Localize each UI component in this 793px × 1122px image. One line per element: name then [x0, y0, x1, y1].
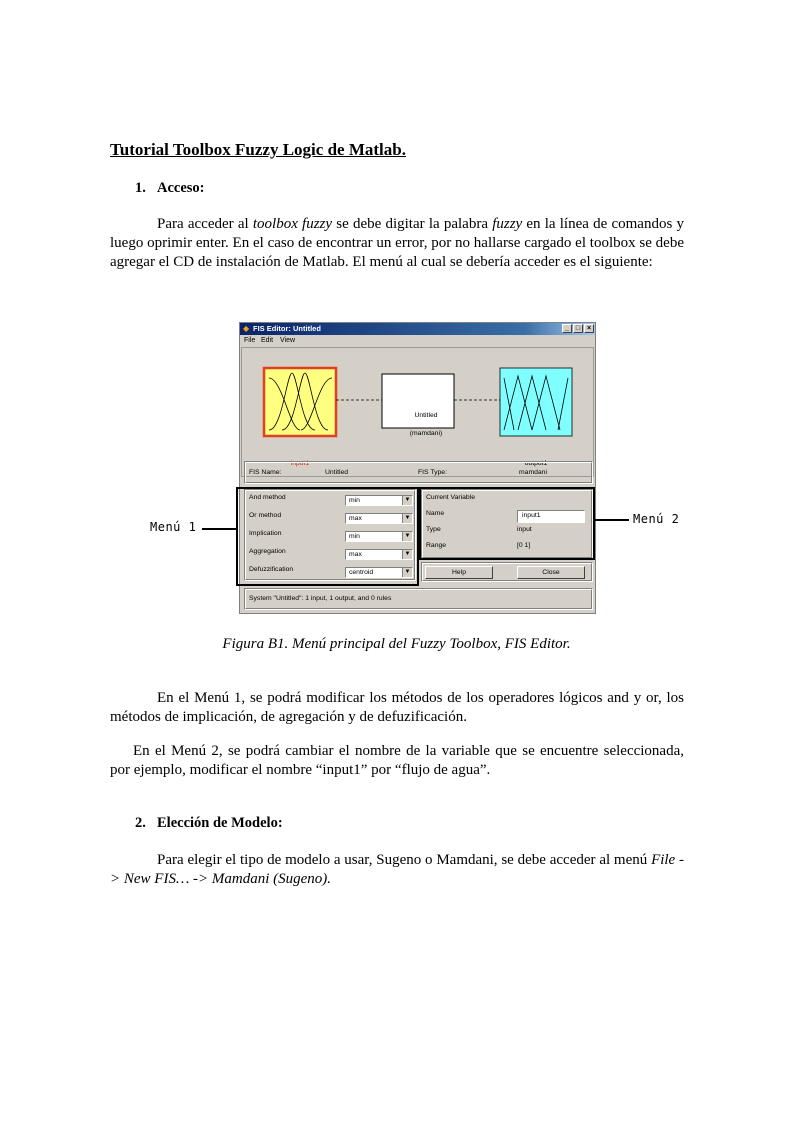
variable-type-label: Type: [426, 526, 441, 533]
buttons-panel: [421, 562, 593, 582]
system-block[interactable]: [382, 374, 454, 428]
close-icon[interactable]: ×: [584, 324, 594, 333]
fis-info-panel: [244, 461, 593, 484]
emphasis-toolbox-fuzzy: toolbox fuzzy: [252, 216, 333, 232]
select-value: min: [349, 497, 360, 504]
matlab-icon: ◆: [243, 324, 250, 333]
dropdown-arrow-icon: ▼: [402, 532, 412, 541]
menu1-label: Menú 1: [150, 520, 197, 534]
menu1-pointer: [202, 528, 237, 530]
menu2-highlight: [419, 487, 595, 560]
method-label: Implication: [249, 530, 282, 537]
system-name: Untitled: [414, 412, 438, 419]
method-label: And method: [249, 494, 286, 501]
menu-file[interactable]: File: [244, 337, 256, 344]
select-value: centroid: [349, 569, 374, 576]
paragraph-acceso: [110, 215, 684, 272]
window-title: FIS Editor: Untitled: [253, 324, 321, 333]
help-button[interactable]: Help: [425, 566, 493, 579]
select-value: max: [349, 515, 362, 522]
paragraph-menu2: En el Menú 2, se podrá cambiar el nombre de la variable que se encuentre seleccionada, por ejemplo, modificar el nombre “input1” por “flujo de agua”.: [110, 743, 684, 778]
menu-edit[interactable]: Edit: [261, 337, 274, 344]
emphasis-menu-path: File -> New FIS… -> Mamdani (Sugeno).: [110, 852, 685, 887]
minimize-icon[interactable]: _: [562, 324, 572, 333]
paragraph-eleccion: [110, 851, 684, 889]
fis-name-label: FIS Name:: [249, 469, 282, 476]
method-label: Or method: [249, 512, 282, 519]
paragraph-menu1: En el Menú 1, se podrá modificar los métodos de los operadores lógicos and y or, los métodos de implicación, de agregación y de defuzificación.: [110, 690, 684, 725]
section-number: 1.: [135, 180, 146, 196]
variable-name-input[interactable]: input1: [517, 510, 585, 523]
variable-type-value: input: [517, 526, 532, 533]
status-text: System "Untitled": 1 input, 1 output, and 0 rules: [249, 595, 392, 602]
dropdown-arrow-icon: ▼: [402, 514, 412, 523]
menu-bar: [240, 336, 595, 346]
method-label: Aggregation: [249, 548, 286, 555]
menu2-pointer: [595, 519, 629, 521]
section-title: Elección de Modelo:: [157, 815, 283, 831]
section-heading-acceso: [135, 180, 205, 197]
dropdown-arrow-icon: ▼: [402, 568, 412, 577]
fis-diagram: [241, 347, 594, 477]
variable-name-label: Name: [426, 510, 445, 517]
emphasis-fuzzy: fuzzy: [492, 216, 523, 232]
menu2-label: Menú 2: [633, 512, 680, 526]
text-run: en la línea de comandos y luego oprimir enter. En el caso de encontrar un error, por no hallarse cargado el toolbox se debe agregar el CD de instalación de Matlab. El menú al cual se debería acceder es el siguiente:: [110, 216, 684, 270]
dropdown-arrow-icon: ▼: [402, 496, 412, 505]
text-run: Para elegir el tipo de modelo a usar, Sugeno o Mamdani, se debe acceder al menú: [157, 852, 652, 868]
fis-type-value: mamdani: [519, 469, 547, 476]
system-type: (mamdani): [409, 430, 443, 437]
window-titlebar[interactable]: [240, 323, 595, 335]
current-variable-heading: Current Variable: [426, 494, 475, 501]
fis-name-value: Untitled: [325, 469, 349, 476]
menu1-highlight: [236, 487, 419, 586]
dropdown-arrow-icon: ▼: [402, 550, 412, 559]
variable-range-value: [0 1]: [517, 542, 531, 549]
variable-range-label: Range: [426, 542, 447, 549]
document-title: Tutorial Toolbox Fuzzy Logic de Matlab.: [110, 140, 406, 159]
section-heading-eleccion: [135, 815, 283, 832]
text-run: se debe digitar la palabra: [332, 216, 493, 232]
figure-caption: Figura B1. Menú principal del Fuzzy Toolbox, FIS Editor.: [222, 636, 571, 652]
status-panel: [244, 588, 593, 610]
section-number: 2.: [135, 815, 146, 831]
select-value: min: [349, 533, 360, 540]
fis-type-label: FIS Type:: [418, 469, 447, 476]
output-block[interactable]: [500, 368, 572, 436]
section-title: Acceso:: [157, 180, 205, 196]
input-label: input1: [290, 460, 310, 467]
menu-view[interactable]: View: [280, 337, 296, 344]
close-button[interactable]: Close: [517, 566, 585, 579]
maximize-icon[interactable]: □: [573, 324, 583, 333]
output-label: output1: [524, 460, 548, 467]
select-value: max: [349, 551, 362, 558]
text-run: Para acceder al: [157, 216, 253, 232]
method-label: Defuzzification: [249, 566, 294, 573]
